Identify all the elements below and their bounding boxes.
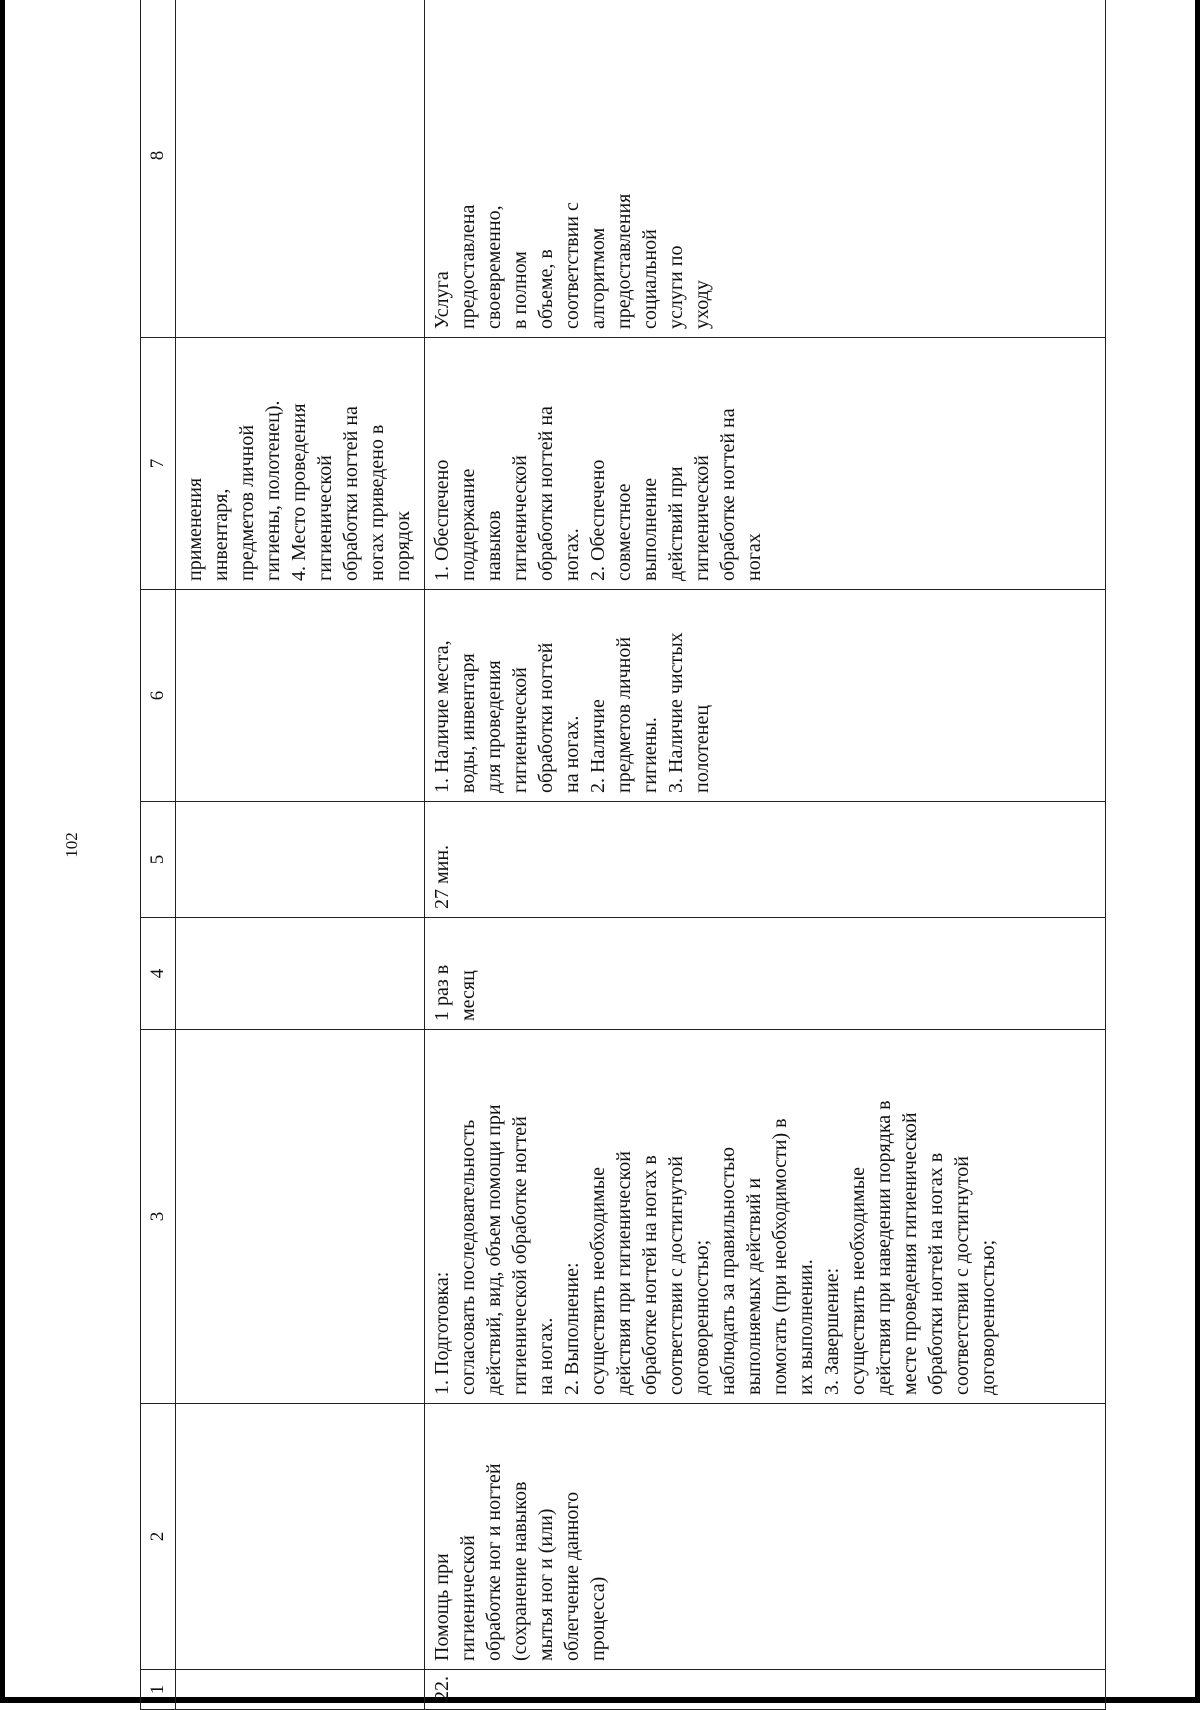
duration-cell	[176, 802, 425, 918]
service-name-cell	[176, 1404, 425, 1670]
column-number: 6	[141, 590, 176, 802]
duration-cell: 27 мин.	[425, 802, 1106, 918]
row-number-cell	[176, 1670, 425, 1710]
quality-assessment-cell	[176, 0, 425, 338]
result-indicators-cell: 1. Обеспечено поддержание навыков гигиенической обработки ногтей на ногах. 2. Обеспечено совместное выполнение действий при гигиенической обработке ногтей на ногах	[425, 338, 1106, 590]
continuation-row	[176, 0, 425, 1710]
column-number: 8	[141, 0, 176, 338]
column-number: 4	[141, 918, 176, 1030]
column-number: 1	[141, 1670, 176, 1710]
conditions-cell: 1. Наличие места, воды, инвентаря для проведения гигиенической обработки ногтей на ногах. 2. Наличие предметов личной гигиены. 3. Наличие чистых полотенец	[425, 590, 1106, 802]
scan-border-left	[0, 0, 5, 1703]
column-number: 5	[141, 802, 176, 918]
service-description-cell	[176, 1030, 425, 1404]
column-number: 7	[141, 338, 176, 590]
rotated-table-container	[140, 0, 1200, 1710]
service-description-cell: 1. Подготовка: согласовать последовательность действий, вид, объем помощи при гигиенической обработке ногтей на ногах. 2. Выполнение: осуществить необходимые действия при гигиенической обработке ногтей на ногах в соответствии с достигнутой договоренностью; наблюдать за правильностью выполняемых действий и помогать (при необходимости) в их выполнении. 3. Завершение: осуществить необходимые действия при наведении порядка в месте проведения гигиенической обработки ногтей на ногах в соответствии с достигнутой договоренностью;	[425, 1030, 1106, 1404]
column-number: 3	[141, 1030, 176, 1404]
frequency-cell	[176, 918, 425, 1030]
conditions-cell	[176, 590, 425, 802]
row-number-cell: 22.	[425, 1670, 1106, 1710]
result-indicators-cell: применения инвентаря, предметов личной гигиены, полотенец). 4. Место проведения гигиенической обработки ногтей на ногах приведено в порядок	[176, 338, 425, 590]
page-number: 102	[62, 832, 81, 858]
service-name-cell: Помощь при гигиенической обработке ног и ногтей (сохранение навыков мытья ног и (или) облегчение данного процесса)	[425, 1404, 1106, 1670]
frequency-cell: 1 раз в месяц	[425, 918, 1106, 1030]
column-number: 2	[141, 1404, 176, 1670]
service-row-22	[425, 0, 1106, 1710]
column-number-row	[141, 0, 176, 1710]
services-table	[140, 0, 1106, 1710]
quality-assessment-cell: Услуга предоставлена своевременно, в полном объеме, в соответствии с алгоритмом предоставления социальной услуги по уходу	[425, 0, 1106, 338]
